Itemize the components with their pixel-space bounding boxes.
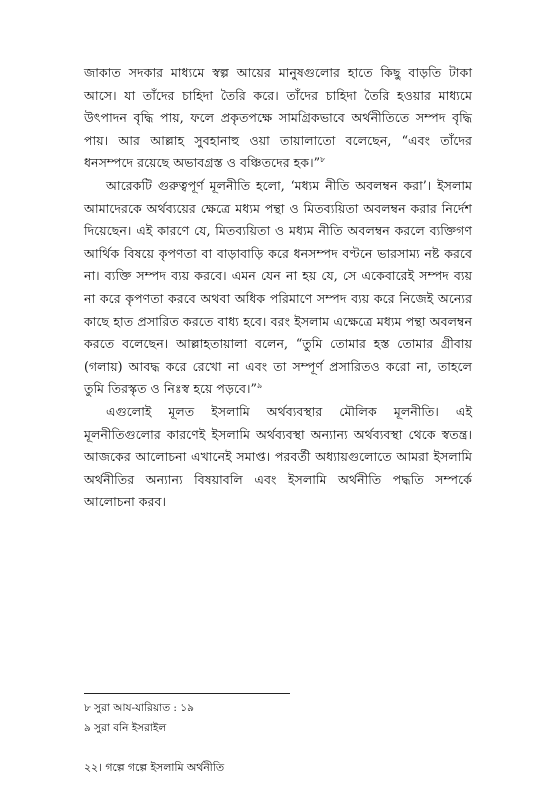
footnote-9: ৯ সুরা বনি ইসরাইল: [84, 722, 167, 734]
paragraph-conclusion: [84, 401, 472, 514]
page-footer: ২২। গল্পে গল্পে ইসলামি অর্থনীতি: [84, 761, 224, 774]
paragraph-text: এগুলোই মূলত ইসলামি অর্থব্যবস্থার মৌলিক মূলনীতি। এই মূলনীতিগুলোর কারণেই ইসলামি অর্থব্যবস্থা অন্যান্য অর্থব্যবস্থা থেকে স্বতন্ত্র। আজকের আলোচনা এখানেই সমাপ্ত। পরবর্তী অধ্যায়গুলোতে আমরা ইসলামি অর্থনীতির অন্যান্য বিষয়াবলি এবং ইসলামি অর্থনীতি পদ্ধতি সম্পর্কে আলোচনা করব।: [84, 403, 472, 510]
paragraph-moderation: [84, 175, 472, 401]
footnote-divider: [84, 693, 290, 694]
paragraph-text: জাকাত সদকার মাধ্যমে স্বল্প আয়ের মানুষগুলোর হাতে কিছু বাড়তি টাকা আসে। যা তাঁদের চাহিদা তৈরি করে। তাঁদের চাহিদা তৈরি হওয়ার মাধ্যমে উৎপাদন বৃদ্ধি পায়, ফলে প্রকৃতপক্ষে সামগ্রিকভাবে অর্থনীতিতে সম্পদ বৃদ্ধি পায়। আর আল্লাহ সুবহানাহু ওয়া তায়ালাতো বলেছেন, “এবং তাঁদের ধনসম্পদে রয়েছে অভাবগ্রস্ত ও বঞ্চিতদের হক।”: [84, 65, 472, 171]
paragraph-text: আরেকটি গুরুত্বপূর্ণ মূলনীতি হলো, ‘মধ্যম নীতি অবলম্বন করা’। ইসলাম আমাদেরকে অর্থব্যয়ের ক্ষেত্রে মধ্যম পন্থা ও মিতব্যয়িতা অবলম্বন করার নির্দেশ দিয়েছেন। এই কারণে যে, মিতব্যয়িতা ও মধ্যম নীতি অবলম্বন করলে ব্যক্তিগণ আর্থিক বিষয়ে কৃপণতা বা বাড়াবাড়ি করে ধনসম্পদ বণ্টনে ভারসাম্য নষ্ট করবে না। ব্যক্তি সম্পদ ব্যয় করবে। এমন যেন না হয় যে, সে একেবারেই সম্পদ ব্যয় না করে কৃপণতা করবে অথবা অধিক পরিমাণে সম্পদ ব্যয় করে নিজেই অন্যের কাছে হাত প্রসারিত করতে বাধ্য হবে। বরং ইসলাম এক্ষেত্রে মধ্যম পন্থা অবলম্বন করতে বলেছেন। আল্লাহতায়ালা বলেন, “তুমি তোমার হস্ত তোমার গ্রীবায় (গলায়) আবদ্ধ করে রেখো না এবং তা সম্পূর্ণ প্রসারিতও করো না, তাহলে তুমি তিরস্কৃত ও নিঃস্ব হয়ে পড়বে।”: [84, 177, 472, 397]
main-text-block: [84, 62, 472, 514]
footnotes-section: [84, 698, 384, 738]
footnote-8: ৮ সুরা আয-যারিয়াত : ১৯: [84, 702, 194, 714]
paragraph-zakat: [84, 62, 472, 175]
footnote-ref-8[interactable]: ৮: [320, 155, 326, 165]
footnote-ref-9[interactable]: ৯: [256, 381, 263, 391]
